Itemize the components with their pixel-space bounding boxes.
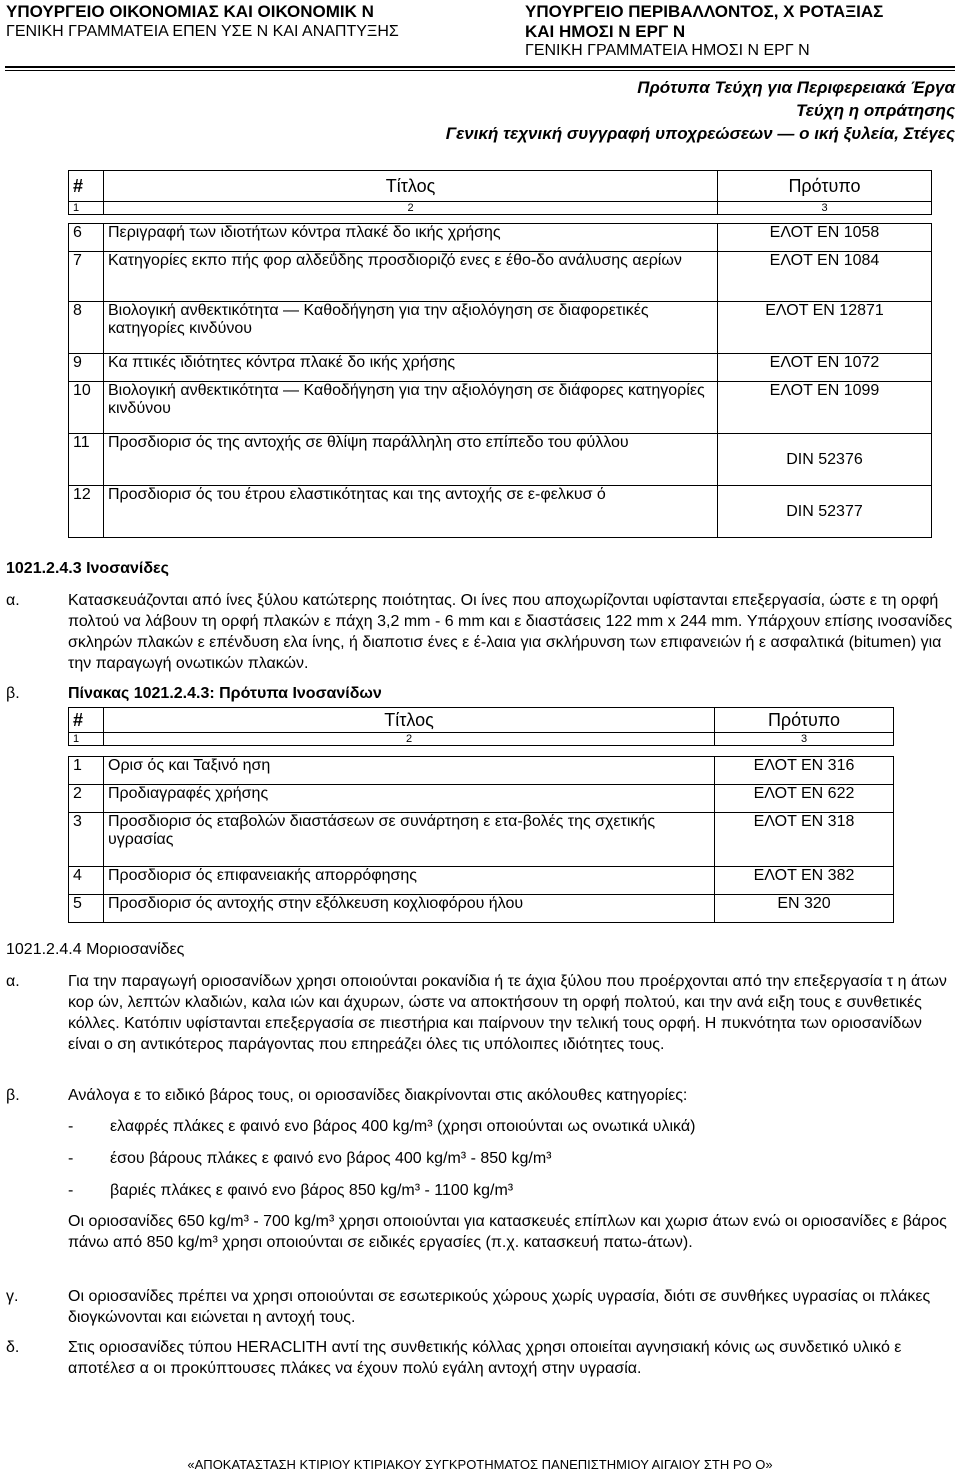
- ministry-right-title-2: ΚΑΙ ΗΜΟΣΙ Ν ΕΡΓ Ν: [525, 22, 686, 41]
- ministry-left-title: ΥΠΟΥΡΓΕΙΟ ΟΙΚΟΝΟΜΙΑΣ ΚΑΙ ΟΙΚΟΝΟΜΙΚ Ν: [6, 2, 374, 21]
- row-num: 4: [69, 867, 104, 895]
- particleboards-description: Για την παραγωγή οριοσανίδων χρησι οποιούνται ροκανίδια ή τε άχια ξύλου που προέρχονται από την επεξεργασία τ η άτων κορ ών, λεπτών κλαδιών, καλα ιών και άχυρων, ώστε να αποκτήσουν τη ορφή πολτού, και την ανά ειξη τους ε συνθετικές κόλλες. Κατόπιν υφίστανται επεξεργασία σε πιεστήρια και παίρνουν την τελική τους ορφή. Η πυκνότητα των οριοσανίδων είναι ο ση αντικότερος παράγοντας που επηρεάζει όλες τις υπόλοιπες ιδιότητες τους.: [68, 973, 947, 1053]
- table-row: [69, 895, 894, 923]
- col-number-row: [69, 733, 894, 746]
- table-row: [69, 486, 932, 538]
- row-standard: ΕΛΟΤ ΕΝ 316: [715, 757, 894, 785]
- ministry-right-subtitle: ΓΕΝΙΚΗ ΓΡΑΜΜΑΤΕΙΑ ΗΜΟΣΙ Ν ΕΡΓ Ν: [525, 42, 810, 59]
- table-row: [69, 382, 932, 434]
- row-title: Ορισ ός και Ταξινό ηση: [104, 757, 715, 785]
- row-standard: ΕΛΟΤ ΕΝ 1072: [718, 354, 932, 382]
- row-standard: ΕΝ 320: [715, 895, 894, 923]
- document-subtitle-3: Γενική τεχνική συγγραφή υποχρεώσεων — ο ική ξυλεία, Στέγες: [445, 124, 955, 143]
- section-heading-particleboards: 1021.2.4.4 Μοριοσανίδες: [6, 941, 185, 958]
- item-label-d: δ.: [6, 1339, 20, 1356]
- row-standard: ΕΛΟΤ ΕΝ 622: [715, 785, 894, 813]
- item-label-c: γ.: [6, 1288, 19, 1305]
- row-title: Βιολογική ανθεκτικότητα — Καθοδήγηση για την αξιολόγηση σε διάφορες κατηγορίες κινδύνου: [104, 382, 718, 434]
- col-num-3: 3: [718, 202, 932, 215]
- header-rule: [5, 66, 955, 68]
- heraclith-note: Στις οριοσανίδες τύπου HERACLITH αντί της συνθετικής κόλλας χρησι οποιείται αγνησιακή κόνις ως συνδετικό υλικό ε αποτέλεσ α οι προκύπτουσες πλάκες να έχουν πολύ εγάλη αντοχή στην υγρασία.: [68, 1339, 902, 1377]
- row-num: 9: [69, 354, 104, 382]
- row-title: Βιολογική ανθεκτικότητα — Καθοδήγηση για την αξιολόγηση σε διαφορετικές κατηγορίες κινδύνου: [104, 302, 718, 354]
- row-title: Κα πτικές ιδιότητες κόντρα πλακέ δο ικής χρήσης: [104, 354, 718, 382]
- table-row: [69, 302, 932, 354]
- bullet-mark: -: [68, 1150, 74, 1167]
- row-title: Περιγραφή των ιδιοτήτων κόντρα πλακέ δο ικής χρήσης: [104, 224, 718, 252]
- row-title: Προσδιορισ ός επιφανειακής απορρόφησης: [104, 867, 715, 895]
- row-num: 2: [69, 785, 104, 813]
- row-standard: DIN 52376: [718, 434, 932, 486]
- table-row: [69, 867, 894, 895]
- standards-table-plywood: [68, 170, 932, 538]
- document-subtitle-2: Τεύχη η οπράτησης: [795, 101, 955, 120]
- item-label-a: α.: [6, 973, 20, 990]
- ministry-right-title: ΥΠΟΥΡΓΕΙΟ ΠΕΡΙΒΑΛΛΟΝΤΟΣ, Χ ΡΟΤΑΞΙΑΣ: [525, 2, 884, 21]
- table-row: [69, 252, 932, 302]
- header-rule-thin: [5, 70, 955, 71]
- col-num-1: 1: [69, 733, 104, 746]
- row-standard: ΕΛΟΤ ΕΝ 318: [715, 813, 894, 867]
- row-num: 3: [69, 813, 104, 867]
- row-num: 5: [69, 895, 104, 923]
- row-title: Προσδιορισ ός εταβολών διαστάσεων σε συνάρτηση ε ετα-βολές της σχετικής υγρασίας: [104, 813, 715, 867]
- row-standard: ΕΛΟΤ ΕΝ 1099: [718, 382, 932, 434]
- bullet-mark: -: [68, 1182, 74, 1199]
- density-usage-note: Οι οριοσανίδες 650 kg/m³ - 700 kg/m³ χρησι οποιούνται για κατασκευές επίπλων και χωρισ άτων ενώ οι οριοσανίδες ε βάρος πάνω από 850 kg/m³ χρησι οποιούνται σε ειδικές εργασίες (π.χ. κατασκευή πατω-άτων).: [68, 1213, 947, 1251]
- col-num-2: 2: [104, 202, 718, 215]
- col-number-row: [69, 202, 932, 215]
- fiberboards-description: Κατασκευάζονται από ίνες ξύλου κατώτερης ποιότητας. Οι ίνες που αποχωρίζονται υφίστανται επεξεργασία, ώστε ε τη ορφή πολτού να λάβουν τη ορφή πλακών ε πάχη 3,2 mm - 6 mm και ε διαστάσεις 122 mm x 244 mm. Υπάρχουν επίσης ινοσανίδες σκληρών πλακών ε επένδυση ελα ίνης, ή διαποτισ ένες ε έ-λαια για σκλήρυνση των επιφανειών ή ε ασφαλτικά (bitumen) για την παραγωγή ονωτικών πλακών.: [68, 592, 953, 672]
- row-standard: DIN 52377: [718, 486, 932, 538]
- col-header-standard: Πρότυπο: [715, 708, 894, 733]
- standards-table-fiberboards: [68, 707, 894, 923]
- table-row: [69, 813, 894, 867]
- col-header-title: Τίτλος: [104, 708, 715, 733]
- table-row: [69, 354, 932, 382]
- col-header-num: #: [69, 708, 104, 733]
- table-header-row: [69, 171, 932, 202]
- col-num-3: 3: [715, 733, 894, 746]
- document-subtitle-1: Πρότυπα Τεύχη για Περιφερειακά Έργα: [637, 78, 955, 97]
- table-row: [69, 785, 894, 813]
- row-standard: ΕΛΟΤ ΕΝ 12871: [718, 302, 932, 354]
- col-num-1: 1: [69, 202, 104, 215]
- row-num: 11: [69, 434, 104, 486]
- row-title: Προσδιορισ ός της αντοχής σε θλίψη παράλληλη στο επίπεδο του φύλλου: [104, 434, 718, 486]
- table-row: [69, 224, 932, 252]
- col-num-2: 2: [104, 733, 715, 746]
- row-standard: ΕΛΟΤ ΕΝ 1084: [718, 252, 932, 302]
- section-heading-fiberboards: 1021.2.4.3 Ινοσανίδες: [6, 560, 169, 577]
- row-title: Κατηγορίες εκπο πής φορ αλδεΰδης προσδιοριζό ενες ε έθο-δο ανάλυσης αερίων: [104, 252, 718, 302]
- table-header-row: [69, 708, 894, 733]
- row-title: Προσδιορισ ός του έτρου ελαστικότητας και της αντοχής σε ε-φελκυσ ό: [104, 486, 718, 538]
- row-num: 6: [69, 224, 104, 252]
- row-num: 8: [69, 302, 104, 354]
- row-title: Προσδιορισ ός αντοχής στην εξόλκευση κοχλιοφόρου ήλου: [104, 895, 715, 923]
- col-header-standard: Πρότυπο: [718, 171, 932, 202]
- categories-intro: Ανάλογα ε το ειδικό βάρος τους, οι οριοσανίδες διακρίνονται στις ακόλουθες κατηγορίες:: [68, 1087, 688, 1104]
- row-standard: ΕΛΟΤ ΕΝ 1058: [718, 224, 932, 252]
- row-standard: ΕΛΟΤ ΕΝ 382: [715, 867, 894, 895]
- row-title: Προδιαγραφές χρήσης: [104, 785, 715, 813]
- row-num: 12: [69, 486, 104, 538]
- bullet-heavy-boards: βαριές πλάκες ε φαινό ενο βάρος 850 kg/m³ - 1100 kg/m³: [110, 1182, 514, 1199]
- row-num: 10: [69, 382, 104, 434]
- table-caption-fiberboards: Πίνακας 1021.2.4.3: Πρότυπα Ινοσανίδων: [68, 685, 382, 702]
- moisture-note: Οι οριοσανίδες πρέπει να χρησι οποιούνται σε εσωτερικούς χώρους χωρίς υγρασία, διότι σε συνθήκες υγρασίας οι πλάκες διογκώνονται και ειώνεται η αντοχή τους.: [68, 1288, 931, 1326]
- col-header-num: #: [69, 171, 104, 202]
- bullet-mark: -: [68, 1118, 74, 1135]
- table-row: [69, 757, 894, 785]
- item-label-b: β.: [6, 685, 20, 702]
- item-label-b: β.: [6, 1087, 20, 1104]
- table-row: [69, 434, 932, 486]
- row-num: 1: [69, 757, 104, 785]
- bullet-medium-boards: έσου βάρους πλάκες ε φαινό ενο βάρος 400 kg/m³ - 850 kg/m³: [110, 1150, 552, 1167]
- ministry-left-subtitle: ΓΕΝΙΚΗ ΓΡΑΜΜΑΤΕΙΑ ΕΠΕΝ ΥΣΕ Ν ΚΑΙ ΑΝΑΠΤΥΞΗΣ: [6, 23, 399, 40]
- row-num: 7: [69, 252, 104, 302]
- item-label-a: α.: [6, 592, 20, 609]
- col-header-title: Τίτλος: [104, 171, 718, 202]
- page-footer: «ΑΠΟΚΑΤΑΣΤΑΣΗ ΚΤΙΡΙΟΥ ΚΤΙΡΙΑΚΟΥ ΣΥΓΚΡΟΤΗΜΑΤΟΣ ΠΑΝΕΠΙΣΤΗΜΙΟΥ ΑΙΓΑΙΟΥ ΣΤΗ ΡΟ Ο»: [187, 1457, 773, 1472]
- bullet-light-boards: ελαφρές πλάκες ε φαινό ενο βάρος 400 kg/m³ (χρησι οποιούνται ως ονωτικά υλικά): [110, 1118, 696, 1135]
